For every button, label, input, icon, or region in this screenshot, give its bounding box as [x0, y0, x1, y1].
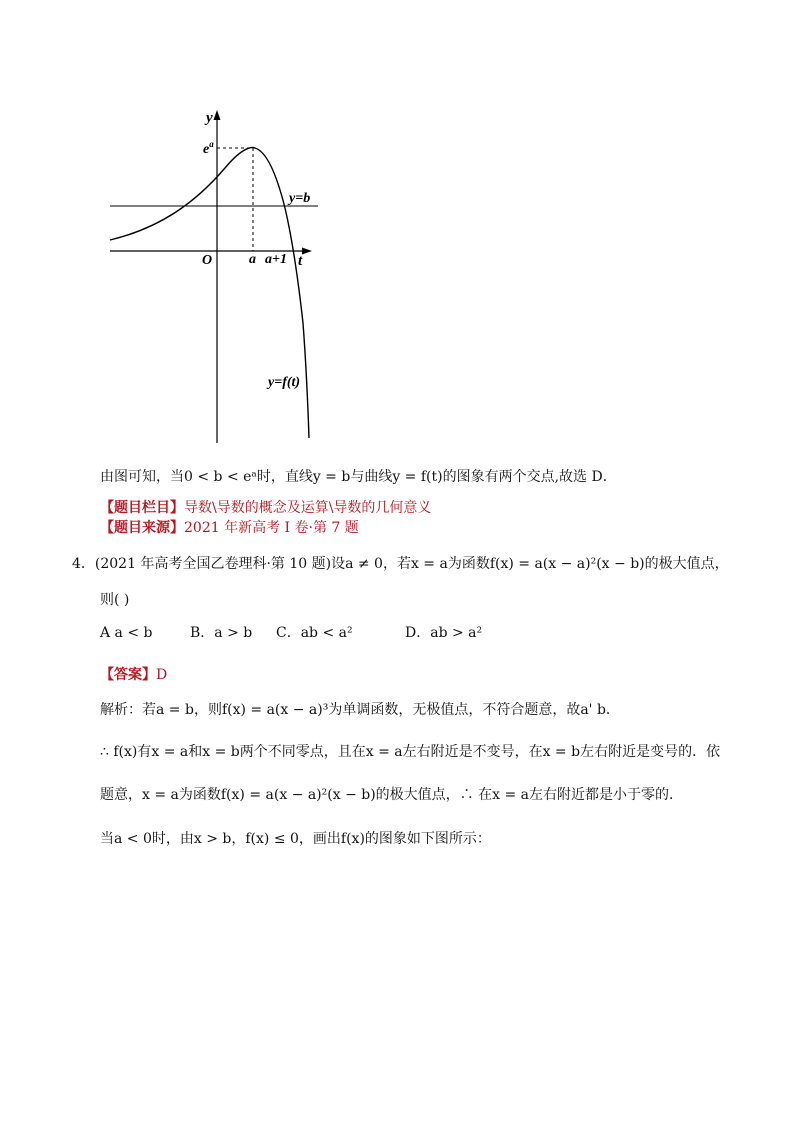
line-y-b-label: y=b: [289, 191, 311, 206]
a1-tick-label: a+1: [265, 252, 287, 267]
e-a-label: $e^a$: [203, 139, 214, 157]
option-d: D．ab > a²: [405, 625, 483, 641]
topic-source-text: 2021 年新高考 I 卷·第 7 题: [184, 520, 359, 536]
y-axis-arrow: [214, 110, 221, 120]
solution-line-4: 当a < 0时，由x > b，f(x) ≤ 0，画出f(x)的图象如下图所示：: [100, 831, 491, 847]
solution-line-2: ∴ f(x)有x = a和x = b两个不同零点，且在x = a左右附近是不变号，在x = b左右附近是变号的．依: [100, 744, 721, 760]
topic-category-tag: 【题目栏目】: [100, 500, 184, 516]
y-axis-label: y: [206, 110, 213, 126]
question-4-stem-2: 则( ): [100, 592, 130, 608]
topic-category-text: 导数\导数的概念及运算\导数的几何意义: [184, 500, 432, 516]
curve-label: y=f(t): [268, 375, 301, 390]
function-graph: [100, 108, 340, 453]
answer-value: D: [156, 667, 168, 683]
answer-tag: 【答案】: [100, 667, 156, 683]
topic-source: [100, 518, 359, 538]
solution-line-3: 题意，x = a为函数f(x) = a(x − a)²(x − b)的极大值点，∴ 在x = a左右附近都是小于零的．: [100, 787, 683, 803]
option-c: C．ab < a²: [276, 625, 353, 641]
solution-line-1: 解析：若a = b，则f(x) = a(x − a)³为单调函数，无极值点，不符合题意，故a' b．: [100, 702, 620, 718]
option-a: A a < b: [100, 625, 153, 641]
curve-f: [110, 148, 309, 438]
t-axis-arrow: [302, 248, 312, 255]
a-tick-label: a: [249, 252, 256, 267]
topic-source-tag: 【题目来源】: [100, 520, 184, 536]
question-4-stem: 4．(2021 年高考全国乙卷理科·第 10 题)设a ≠ 0，若x = a为函数f(x) = a(x − a)²(x − b)的极大值点，: [72, 556, 729, 572]
conclusion-text: 由图可知，当0 < b < eᵃ时，直线y = b与曲线y = f(t)的图象有两个交点,故选 D．: [100, 469, 617, 485]
t-axis-label: t: [298, 253, 303, 269]
topic-category: [100, 498, 431, 518]
option-b: B．a > b: [190, 625, 253, 641]
answer-line: [100, 665, 167, 685]
origin-label: O: [202, 253, 213, 268]
